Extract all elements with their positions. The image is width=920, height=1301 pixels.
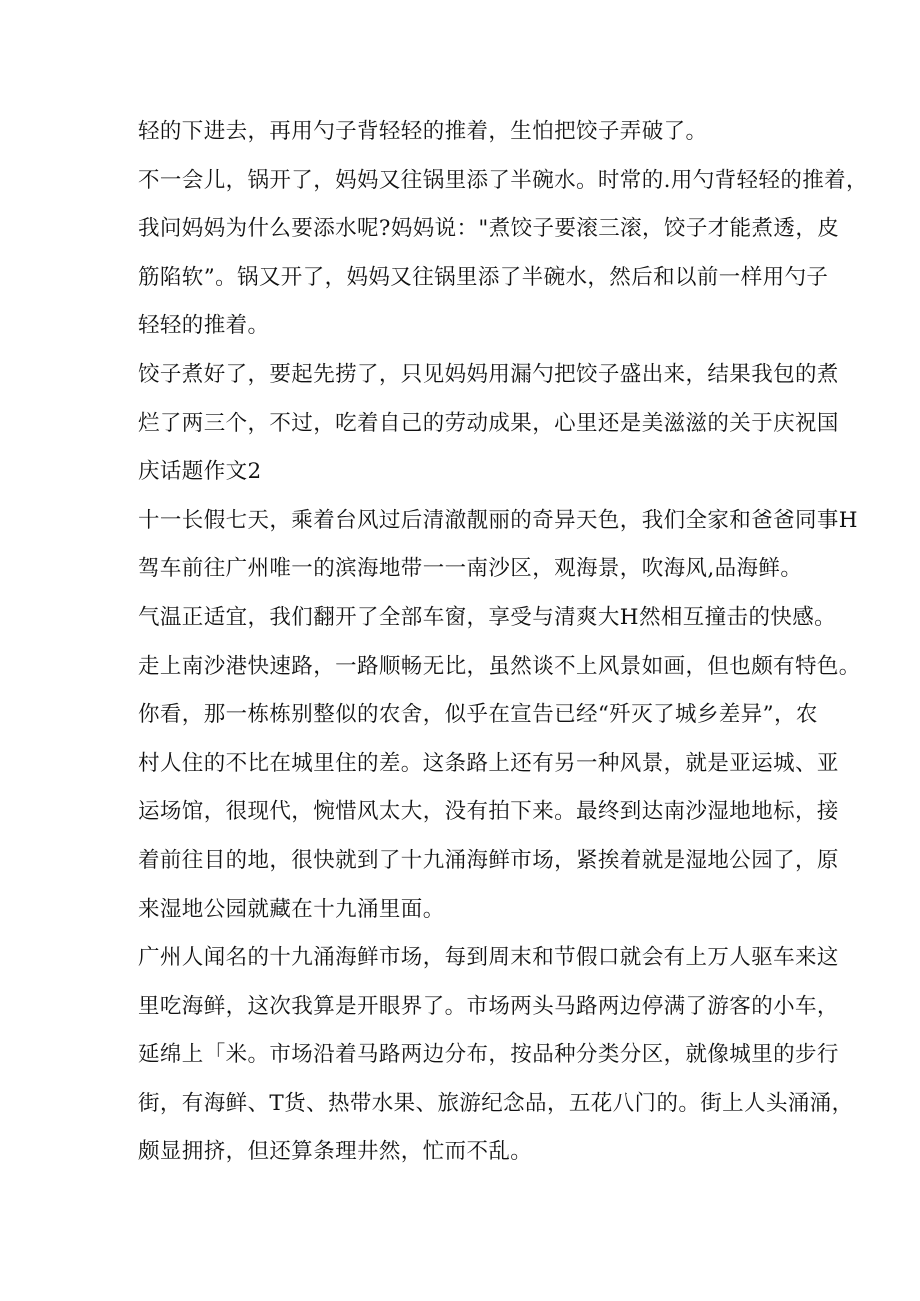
text-line: 村人住的不比在城里住的差。这条路上还有另一种风景，就是亚运城、亚 — [138, 750, 839, 776]
text-line: 里吃海鲜，这次我算是开眼界了。市场两头马路两边停满了游客的小车， — [138, 993, 839, 1019]
text-line: 驾车前往广州唯一的滨海地带一一南沙区，观海景，吹海风,品海鲜。 — [138, 556, 803, 582]
text-line: 来湿地公园就藏在十九涌里面。 — [138, 896, 445, 922]
text-line: 运场馆，很现代，惋惜风太大，没有拍下来。最终到达南沙湿地地标，接 — [138, 799, 839, 825]
text-line: 你看，那一栋栋别整似的农舍，似乎在宣告已经“歼灭了城乡差异”，农 — [138, 702, 818, 728]
text-line: 走上南沙港快速路，一路顺畅无比，虽然谈不上风景如画，但也颇有特色。 — [138, 653, 861, 679]
text-line: 轻轻的推着。 — [138, 313, 270, 339]
text-line: 颇显拥挤，但还算条理井然，忙而不乱。 — [138, 1139, 533, 1165]
text-line: 不一会儿，锅开了，妈妈又往锅里添了半碗水。时常的.用勺背轻轻的推着， — [138, 167, 868, 193]
section-heading: 庆话题作文2 — [138, 459, 262, 485]
text-line: 广州人闻名的十九涌海鲜市场，每到周末和节假口就会有上万人驱车来这 — [138, 945, 839, 971]
text-line: 筋陷软”。锅又开了，妈妈又往锅里添了半碗水，然后和以前一样用勺子 — [138, 264, 829, 290]
text-line: 着前往目的地，很快就到了十九涌海鲜市场，紧挨着就是湿地公园了，原 — [138, 847, 839, 873]
text-line: 十一长假七天，乘着台风过后清澈靓丽的奇异天色，我们全家和爸爸同事H — [138, 507, 858, 533]
text-line: 街，有海鲜、T货、热带水果、旅游纪念品，五花八门的。街上人头涌涌， — [138, 1090, 854, 1116]
text-line: 烂了两三个，不过，吃着自己的劳动成果，心里还是美滋滋的关于庆祝国 — [138, 410, 839, 436]
text-line: 轻的下进去，再用勺子背轻轻的推着，生怕把饺子弄破了。 — [138, 119, 708, 144]
text-line: 我问妈妈为什么要添水呢?妈妈说："煮饺子要滚三滚，饺子才能煮透，皮 — [138, 216, 840, 242]
body-text — [138, 108, 868, 1177]
text-line: 饺子煮好了，要起先捞了，只见妈妈用漏勺把饺子盛出来，结果我包的煮 — [138, 361, 839, 387]
text-line: 延绵上「米。市场沿着马路两边分布，按品种分类分区，就像城里的步行 — [138, 1042, 839, 1068]
text-line: 气温正适宜，我们翻开了全部车窗，享受与清爽大H然相互撞击的快感。 — [138, 604, 837, 630]
